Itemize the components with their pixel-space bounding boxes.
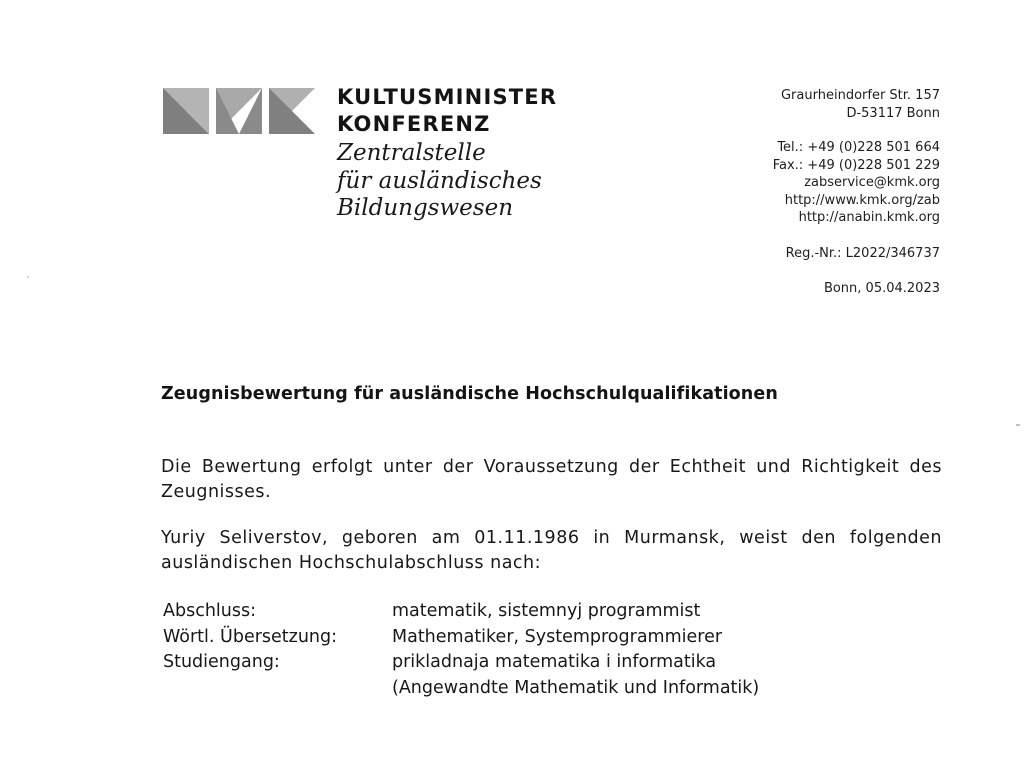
field-label: Abschluss: xyxy=(163,601,256,621)
scan-speck xyxy=(27,276,29,278)
kmk-logo-icon xyxy=(163,88,315,134)
field-value: (Angewandte Mathematik und Informatik) xyxy=(392,677,760,698)
document-date: Bonn, 05.04.2023 xyxy=(823,281,940,296)
field-value: Mathematiker, Systemprogrammierer xyxy=(392,626,723,647)
registration-number: Reg.-Nr.: L2022/346737 xyxy=(785,245,940,261)
contact-block xyxy=(773,87,940,298)
field-row-degree xyxy=(163,599,759,625)
field-value: prikladnaja matematika i informatika xyxy=(392,652,717,672)
paragraph-holder: Yuriy Seliverstov, geboren am 01.11.1986 in Murmansk, weist den folgenden ausländischen Hochschulabschluss nach: xyxy=(161,528,942,573)
contact-tel: Tel.: +49 (0)228 501 664 xyxy=(777,140,940,155)
field-label: Studiengang: xyxy=(163,652,280,672)
org-subtitle xyxy=(337,140,557,223)
contact-street: Graurheindorfer Str. 157 xyxy=(780,88,940,103)
degree-fields xyxy=(163,599,759,701)
contact-fax: Fax.: +49 (0)228 501 229 xyxy=(772,157,940,173)
field-label xyxy=(163,676,392,702)
org-name-line1: KULTUSMINISTER xyxy=(337,85,558,109)
field-value: matematik, sistemnyj programmist xyxy=(392,601,701,621)
org-subtitle-line3: Bildungswesen xyxy=(337,195,514,221)
field-label: Wörtl. Übersetzung: xyxy=(163,626,338,647)
org-name-line2: KONFERENZ xyxy=(337,112,491,136)
document-heading: Zeugnisbewertung für ausländische Hochschulqualifikationen xyxy=(161,384,778,404)
organization-name xyxy=(337,84,557,223)
scan-speck xyxy=(1016,424,1020,426)
contact-url-zab: http://www.kmk.org/zab xyxy=(784,192,940,208)
field-row-study-program-translation xyxy=(163,676,759,702)
field-row-translation xyxy=(163,625,759,651)
contact-city: D-53117 Bonn xyxy=(846,105,940,121)
field-row-study-program xyxy=(163,650,759,676)
contact-email: zabservice@kmk.org xyxy=(804,175,940,190)
paragraph-validity: Die Bewertung erfolgt unter der Voraussetzung der Echtheit und Richtigkeit des Zeugnisses. xyxy=(161,457,942,502)
org-subtitle-line1: Zentralstelle xyxy=(337,140,486,166)
contact-url-anabin: http://anabin.kmk.org xyxy=(798,210,940,225)
org-subtitle-line2: für ausländisches xyxy=(337,167,542,194)
